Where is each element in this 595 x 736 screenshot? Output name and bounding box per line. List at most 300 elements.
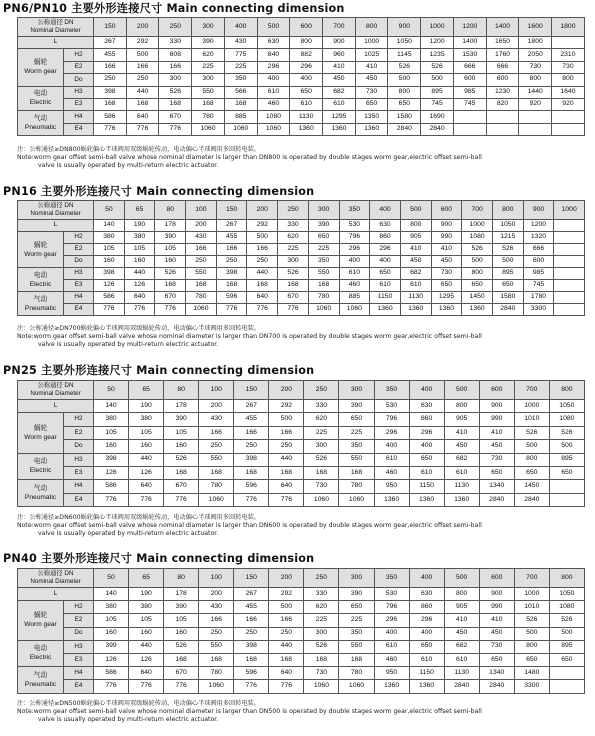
table-cell: 1360 [323, 123, 356, 135]
table-cell: 250 [269, 627, 304, 640]
table-cell: 800 [290, 37, 323, 49]
table-cell: 330 [304, 588, 339, 601]
table-header-row [18, 381, 585, 400]
table-cell: 292 [247, 220, 278, 232]
table-cell: 650 [339, 413, 374, 426]
table-cell: 1340 [479, 667, 514, 680]
table-cell: 398 [234, 453, 269, 466]
table-cell [549, 680, 584, 693]
table-cell: 745 [421, 98, 454, 110]
table-cell: 168 [199, 653, 234, 666]
table-cell: 682 [444, 640, 479, 653]
table-cell: 410 [444, 614, 479, 627]
table-cell: 1200 [421, 37, 454, 49]
table-cell: 225 [304, 426, 339, 439]
table-cell [519, 123, 552, 135]
note-en-cont: valve is usually operated by multi-return electric actuator. [38, 341, 219, 348]
table-cell: 400 [374, 627, 409, 640]
row-label-h4: H4 [64, 667, 94, 680]
dn-header-cell: 300 [339, 381, 374, 400]
dn-header-cell: 65 [129, 569, 164, 588]
table-cell: 640 [269, 480, 304, 493]
table-cell: 1060 [199, 680, 234, 693]
table-cell: 650 [514, 466, 549, 479]
table-cell: 905 [444, 413, 479, 426]
table-cell: 776 [94, 123, 127, 135]
table-cell: 1130 [290, 111, 323, 123]
dn-header-cell: 900 [388, 18, 421, 37]
table-cell: 985 [523, 268, 554, 280]
dn-header-cell: 800 [549, 381, 584, 400]
table-cell: 530 [374, 588, 409, 601]
table-cell: 960 [323, 49, 356, 61]
nominal-diameter-header [18, 569, 94, 588]
table-cell [552, 123, 585, 135]
table-cell: 666 [523, 244, 554, 256]
table-cell: 776 [124, 304, 155, 316]
row-label-l: L [18, 37, 94, 49]
table-cell: 1690 [421, 111, 454, 123]
table-cell: 500 [462, 256, 493, 268]
table-cell: 1000 [514, 400, 549, 413]
table-cell: 105 [164, 614, 199, 627]
table-cell: 2840 [388, 123, 421, 135]
table-cell: 1360 [444, 493, 479, 506]
table-cell: 1360 [462, 304, 493, 316]
table-cell: 168 [304, 466, 339, 479]
table-cell: 168 [224, 98, 257, 110]
dn-header-cell: 65 [129, 381, 164, 400]
dn-header-cell: 500 [400, 201, 431, 220]
dn-header-cell: 400 [224, 18, 257, 37]
table-row-e2 [18, 426, 585, 439]
table-cell: 800 [514, 640, 549, 653]
table-cell: 650 [290, 86, 323, 98]
table-cell: 610 [370, 280, 401, 292]
table-cell: 650 [388, 98, 421, 110]
table-cell: 1650 [486, 37, 519, 49]
table-cell: 650 [549, 653, 584, 666]
table-cell: 1130 [444, 667, 479, 680]
table-cell: 985 [453, 86, 486, 98]
table-cell: 1150 [370, 292, 401, 304]
row-label-h3: H3 [64, 86, 94, 98]
table-cell: 596 [216, 292, 247, 304]
table-cell: 1320 [523, 232, 554, 244]
table-cell: 2840 [514, 493, 549, 506]
table-cell: 640 [269, 667, 304, 680]
table-cell: 780 [308, 292, 339, 304]
table-cell: 450 [355, 74, 388, 86]
dn-header-cell: 150 [234, 381, 269, 400]
table-cell: 776 [94, 680, 129, 693]
table-cell: 900 [431, 220, 462, 232]
dn-header-cell: 150 [94, 18, 127, 37]
table-cell: 168 [234, 466, 269, 479]
table-row-h4 [18, 480, 585, 493]
table-cell: 526 [155, 268, 186, 280]
row-label-do: Do [64, 627, 94, 640]
table-cell: 168 [164, 466, 199, 479]
group-label-cn: 气动 [33, 485, 48, 493]
table-row-e4 [18, 493, 585, 506]
table-cell: 168 [339, 466, 374, 479]
table-row-e3 [18, 653, 585, 666]
table-row-h3 [18, 453, 585, 466]
table-cell: 300 [304, 440, 339, 453]
table-cell: 1360 [370, 304, 401, 316]
table-cell: 168 [247, 280, 278, 292]
table-cell: 440 [247, 268, 278, 280]
dimension-table [17, 200, 585, 316]
row-label-e3: E3 [64, 98, 94, 110]
table-cell [554, 292, 585, 304]
table-cell: 2310 [552, 49, 585, 61]
table-cell: 640 [124, 292, 155, 304]
table-cell: 682 [323, 86, 356, 98]
table-cell: 800 [444, 588, 479, 601]
table-cell: 1640 [552, 86, 585, 98]
table-cell: 566 [224, 86, 257, 98]
table-cell [554, 244, 585, 256]
table-cell: 400 [370, 256, 401, 268]
dn-header-cell: 700 [514, 381, 549, 400]
table-cell: 1480 [514, 667, 549, 680]
table-cell: 300 [304, 627, 339, 640]
table-cell: 300 [192, 74, 225, 86]
group-label-en: Worm gear [24, 68, 57, 76]
dn-header-cell: 100 [199, 381, 234, 400]
table-cell: 296 [370, 244, 401, 256]
table-cell: 105 [94, 244, 125, 256]
table-row-h4 [18, 292, 585, 304]
table-cell: 730 [304, 480, 339, 493]
table-cell: 296 [374, 614, 409, 627]
table-cell: 398 [94, 268, 125, 280]
table-cell: 267 [94, 37, 127, 49]
table-cell: 440 [129, 453, 164, 466]
table-cell: 610 [257, 86, 290, 98]
table-cell: 410 [400, 244, 431, 256]
table-cell: 1295 [431, 292, 462, 304]
note-cn: 注：公称通径≥DN800蜗轮偏心半球阀用双级蜗轮传动，电动偏心半球阀用多回转电装。 [17, 146, 260, 153]
table-cell: 860 [409, 601, 444, 614]
table-cell [554, 304, 585, 316]
table-cell: 586 [94, 111, 127, 123]
table-cell: 895 [549, 640, 584, 653]
table-cell: 200 [199, 400, 234, 413]
table-cell: 225 [192, 61, 225, 73]
table-cell: 350 [308, 256, 339, 268]
table-cell: 166 [126, 61, 159, 73]
table-cell: 860 [409, 413, 444, 426]
dn-header-cell: 600 [431, 201, 462, 220]
table-cell: 1450 [462, 292, 493, 304]
dimension-table [17, 380, 585, 507]
dn-header-cell: 1400 [486, 18, 519, 37]
group-worm-gear [18, 232, 64, 268]
table-cell: 168 [155, 280, 186, 292]
table-cell: 650 [492, 280, 523, 292]
table-cell: 105 [124, 244, 155, 256]
table-cell: 225 [339, 614, 374, 627]
table-cell: 776 [155, 304, 186, 316]
table-cell: 526 [164, 453, 199, 466]
table-cell: 250 [199, 627, 234, 640]
table-cell: 455 [94, 49, 127, 61]
dn-header-cell: 80 [164, 569, 199, 588]
table-row-e2 [18, 244, 585, 256]
row-label-l: L [18, 400, 94, 413]
table-cell: 398 [94, 453, 129, 466]
group-label-cn: 电动 [33, 271, 48, 279]
dn-header-cell: 400 [409, 381, 444, 400]
dn-header-cell: 300 [192, 18, 225, 37]
table-cell: 126 [94, 280, 125, 292]
group-label-cn: 蜗轮 [33, 424, 48, 432]
table-cell: 500 [269, 601, 304, 614]
dn-header-cell: 1000 [421, 18, 454, 37]
table-cell: 1145 [388, 49, 421, 61]
table-cell: 330 [304, 400, 339, 413]
table-cell: 526 [421, 61, 454, 73]
table-cell: 1130 [444, 480, 479, 493]
table-cell: 610 [374, 453, 409, 466]
table-cell: 292 [269, 400, 304, 413]
table-cell: 126 [129, 466, 164, 479]
table-cell: 650 [355, 98, 388, 110]
dn-header-cell: 1000 [554, 201, 585, 220]
table-cell: 190 [129, 400, 164, 413]
table-cell: 620 [192, 49, 225, 61]
table-cell: 440 [126, 86, 159, 98]
table-row-do [18, 256, 585, 268]
table-cell: 630 [409, 400, 444, 413]
group-pneumatic [18, 292, 64, 316]
table-cell: 586 [94, 292, 125, 304]
note-en-cont: valve is usually operated by multi-return electric actuator. [38, 530, 219, 537]
note-en: Note:worm gear offset semi-ball valve whose nominal diameter is larger than DN500 is operated by double stages worm gear,electric offset semi-ball [17, 708, 482, 715]
table-cell: 610 [290, 98, 323, 110]
table-cell: 600 [453, 74, 486, 86]
dn-header-cell: 250 [159, 18, 192, 37]
table-cell: 380 [94, 413, 129, 426]
table-cell: 666 [486, 61, 519, 73]
table-cell: 1080 [549, 413, 584, 426]
row-label-h3: H3 [64, 453, 94, 466]
note-cn: 注：公称通径≥DN600蜗轮偏心半球阀用双级蜗轮传动，电动偏心半球阀用多回转电装。 [17, 514, 260, 521]
dn-header-cell: 50 [94, 201, 125, 220]
table-cell: 430 [199, 601, 234, 614]
group-label-cn: 气动 [33, 115, 48, 123]
group-label-en: Pneumatic [24, 494, 57, 502]
table-cell: 610 [409, 653, 444, 666]
table-cell: 630 [409, 588, 444, 601]
dn-header-cell: 80 [164, 381, 199, 400]
table-cell: 2840 [444, 680, 479, 693]
table-cell: 1450 [514, 480, 549, 493]
table-cell: 3300 [523, 304, 554, 316]
table-cell: 730 [304, 667, 339, 680]
row-label-e2: E2 [64, 614, 94, 627]
table-cell [554, 232, 585, 244]
table-cell: 650 [409, 640, 444, 653]
table-cell: 450 [444, 440, 479, 453]
table-cell: 190 [129, 588, 164, 601]
table-cell [554, 220, 585, 232]
table-cell: 596 [234, 480, 269, 493]
dn-header-cell: 100 [186, 201, 217, 220]
table-cell: 200 [199, 588, 234, 601]
table-cell: 900 [479, 588, 514, 601]
table-cell: 1580 [492, 292, 523, 304]
table-cell: 390 [164, 413, 199, 426]
table-cell: 670 [155, 292, 186, 304]
table-cell: 400 [374, 440, 409, 453]
table-cell: 610 [339, 268, 370, 280]
group-electric [18, 640, 64, 666]
table-cell [486, 123, 519, 135]
table-cell: 620 [278, 232, 309, 244]
table-cell: 190 [124, 220, 155, 232]
table-cell: 550 [192, 86, 225, 98]
dn-header-cell: 400 [370, 201, 401, 220]
table-cell: 640 [126, 111, 159, 123]
dn-header-cell: 1600 [519, 18, 552, 37]
row-label-h3: H3 [64, 268, 94, 280]
table-cell: 225 [224, 61, 257, 73]
table-cell: 168 [234, 653, 269, 666]
table-cell: 550 [339, 640, 374, 653]
table-cell: 730 [552, 61, 585, 73]
table-cell: 350 [339, 440, 374, 453]
group-label-en: Electric [29, 654, 52, 662]
table-cell: 620 [304, 601, 339, 614]
table-cell: 775 [224, 49, 257, 61]
table-cell: 296 [409, 426, 444, 439]
table-cell: 2840 [492, 304, 523, 316]
table-row-e4 [18, 304, 585, 316]
table-cell: 885 [339, 292, 370, 304]
table-cell: 430 [186, 232, 217, 244]
table-cell: 630 [370, 220, 401, 232]
table-cell: 160 [164, 627, 199, 640]
table-cell: 166 [199, 426, 234, 439]
row-label-e4: E4 [64, 304, 94, 316]
table-cell: 168 [216, 280, 247, 292]
table-cell: 398 [94, 86, 127, 98]
table-cell: 885 [224, 111, 257, 123]
table-row-do [18, 627, 585, 640]
header-label-cn: 公称通径 DN [37, 19, 74, 26]
table-cell: 2840 [479, 493, 514, 506]
header-label-en: Nominal Diameter [30, 578, 81, 585]
table-row-l [18, 220, 585, 232]
table-cell [552, 37, 585, 49]
table-cell: 745 [453, 98, 486, 110]
dn-header-cell: 350 [374, 381, 409, 400]
table-row-e2 [18, 614, 585, 627]
table-cell: 166 [269, 426, 304, 439]
table-cell: 1150 [409, 667, 444, 680]
table-cell: 410 [323, 61, 356, 73]
dn-header-cell: 1200 [453, 18, 486, 37]
table-cell: 780 [199, 667, 234, 680]
dn-header-cell: 100 [199, 569, 234, 588]
table-cell: 166 [216, 244, 247, 256]
table-cell: 800 [514, 453, 549, 466]
table-cell: 526 [388, 61, 421, 73]
table-cell: 400 [290, 74, 323, 86]
table-cell: 250 [94, 74, 127, 86]
row-label-h4: H4 [64, 111, 94, 123]
table-row-do [18, 74, 585, 86]
table-cell: 895 [492, 268, 523, 280]
table-cell: 1760 [486, 49, 519, 61]
table-cell: 400 [339, 256, 370, 268]
table-cell: 105 [155, 244, 186, 256]
dn-header-cell: 500 [444, 381, 479, 400]
table-cell: 330 [159, 37, 192, 49]
group-label-en: Pneumatic [24, 304, 57, 312]
table-cell: 160 [129, 440, 164, 453]
table-cell: 160 [94, 627, 129, 640]
note-en: Note:worm gear offset semi-ball valve whose nominal diameter is larger than DN800 is operated by double stages worm gear,electric offset semi-ball [17, 154, 482, 161]
dn-header-cell: 500 [444, 569, 479, 588]
table-cell: 730 [519, 61, 552, 73]
table-cell: 586 [94, 667, 129, 680]
table-cell: 1215 [492, 232, 523, 244]
dn-header-cell: 200 [269, 381, 304, 400]
table-cell: 666 [453, 61, 486, 73]
table-cell: 440 [269, 640, 304, 653]
note-cn: 注：公称通径≥DN500蜗轮偏心半球阀用双级蜗轮传动，电动偏心半球阀用多回转电装。 [17, 700, 260, 707]
group-label-cn: 电动 [33, 90, 48, 98]
dn-header-cell: 65 [124, 201, 155, 220]
table-cell: 500 [388, 74, 421, 86]
dn-header-cell: 700 [323, 18, 356, 37]
table-cell: 1130 [400, 292, 431, 304]
table-cell: 267 [216, 220, 247, 232]
group-label-en: Electric [29, 99, 52, 107]
table-row-e2 [18, 61, 585, 73]
group-pneumatic [18, 667, 64, 693]
table-cell: 350 [224, 74, 257, 86]
table-cell: 168 [199, 466, 234, 479]
table-cell: 455 [234, 601, 269, 614]
table-cell: 800 [462, 268, 493, 280]
table-cell: 500 [514, 627, 549, 640]
table-cell: 650 [409, 453, 444, 466]
dn-header-cell: 800 [492, 201, 523, 220]
table-cell: 990 [479, 413, 514, 426]
table-cell: 390 [339, 588, 374, 601]
header-label-cn: 公称通径 DN [37, 202, 74, 209]
table-cell: 610 [409, 466, 444, 479]
row-label-h2: H2 [64, 49, 94, 61]
table-cell: 168 [164, 653, 199, 666]
table-cell: 610 [444, 653, 479, 666]
table-cell: 640 [129, 667, 164, 680]
table-cell: 250 [126, 74, 159, 86]
table-cell: 526 [492, 244, 523, 256]
table-cell: 410 [479, 426, 514, 439]
group-pneumatic [18, 480, 64, 507]
table-cell: 895 [549, 453, 584, 466]
table-cell: 225 [308, 244, 339, 256]
table-cell: 950 [374, 480, 409, 493]
nominal-diameter-header [18, 18, 94, 37]
